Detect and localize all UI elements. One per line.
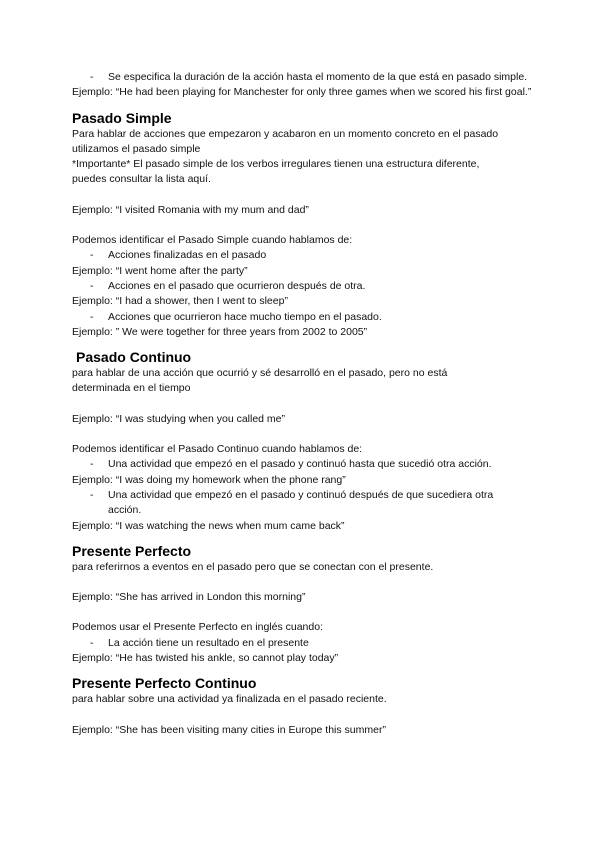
heading-presente-perfecto-continuo: Presente Perfecto Continuo [72, 675, 257, 692]
bullet-item [72, 310, 542, 325]
bullet-dash: - [90, 458, 94, 471]
document-page [72, 70, 542, 738]
bullet-dash: - [90, 279, 94, 292]
bullet-text: Una actividad que empezó en el pasado y continuó después de que sucediera otra acción. [108, 488, 494, 517]
heading-pasado-continuo: Pasado Continuo [76, 349, 192, 366]
desc-line: para hablar sobre una actividad ya finalizada en el pasado reciente. [72, 693, 387, 706]
heading-presente-perfecto: Presente Perfecto [72, 542, 192, 559]
bullet-item [72, 488, 524, 519]
bullet-text: Acciones que ocurrieron hace mucho tiempo en el pasado. [108, 310, 382, 323]
identify-text: Podemos usar el Presente Perfecto en inglés cuando: [72, 621, 323, 634]
note-line: *Importante* El pasado simple de los verbos irregulares tienen una estructura diferente, [72, 158, 480, 171]
bullet-text: Una actividad que empezó en el pasado y continuó hasta que sucedió otra acción. [108, 458, 492, 471]
bullet-text: Acciones finalizadas en el pasado [108, 249, 267, 262]
bullet-item [72, 279, 542, 294]
example-text: Ejemplo: “I visited Romania with my mum and dad” [72, 203, 309, 216]
example-text: Ejemplo: “He has twisted his ankle, so cannot play today” [72, 652, 339, 665]
example-text: Ejemplo: “She has been visiting many cities in Europe this summer” [72, 723, 386, 736]
desc-line: determinada en el tiempo [72, 382, 191, 395]
example-text: Ejemplo: “I went home after the party” [72, 264, 248, 277]
identify-text: Podemos identificar el Pasado Simple cuando hablamos de: [72, 234, 353, 247]
bullet-item [72, 636, 542, 651]
bullet-item [72, 248, 542, 263]
bullet-text: Se especifica la duración de la acción hasta el momento de la que está en pasado simple. [108, 71, 528, 83]
example-text: Ejemplo: ” We were together for three years from 2002 to 2005” [72, 325, 368, 338]
example-text: Ejemplo: “I was doing my homework when the phone rang” [72, 473, 346, 486]
bullet-dash: - [90, 249, 94, 262]
note-line: puedes consultar la lista aquí. [72, 173, 211, 186]
example-text: Ejemplo: “I was watching the news when mum came back” [72, 519, 345, 532]
desc-line: para hablar de una acción que ocurrió y sé desarrolló en el pasado, pero no está [72, 367, 448, 380]
bullet-item [72, 457, 542, 472]
bullet-item [72, 70, 528, 85]
bullet-text: La acción tiene un resultado en el presente [108, 636, 309, 649]
desc-line: para referirnos a eventos en el pasado pero que se conectan con el presente. [72, 560, 434, 573]
desc-line: Para hablar de acciones que empezaron y acabaron en un momento concreto en el pasado [72, 127, 499, 140]
bullet-dash: - [90, 636, 94, 649]
desc-line: utilizamos el pasado simple [72, 142, 201, 155]
bullet-text: Acciones en el pasado que ocurrieron después de otra. [108, 279, 366, 292]
identify-text: Podemos identificar el Pasado Continuo cuando hablamos de: [72, 443, 363, 456]
example-text: Ejemplo: “I had a shower, then I went to sleep” [72, 295, 288, 308]
heading-pasado-simple: Pasado Simple [72, 109, 172, 126]
example-text: Ejemplo: “He had been playing for Manchester for only three games when we scored his first goal.” [72, 86, 532, 99]
bullet-dash: - [90, 71, 94, 83]
bullet-dash: - [90, 488, 94, 501]
example-text: Ejemplo: “I was studying when you called me” [72, 412, 286, 425]
example-text: Ejemplo: “She has arrived in London this morning” [72, 591, 306, 604]
bullet-dash: - [90, 310, 94, 323]
